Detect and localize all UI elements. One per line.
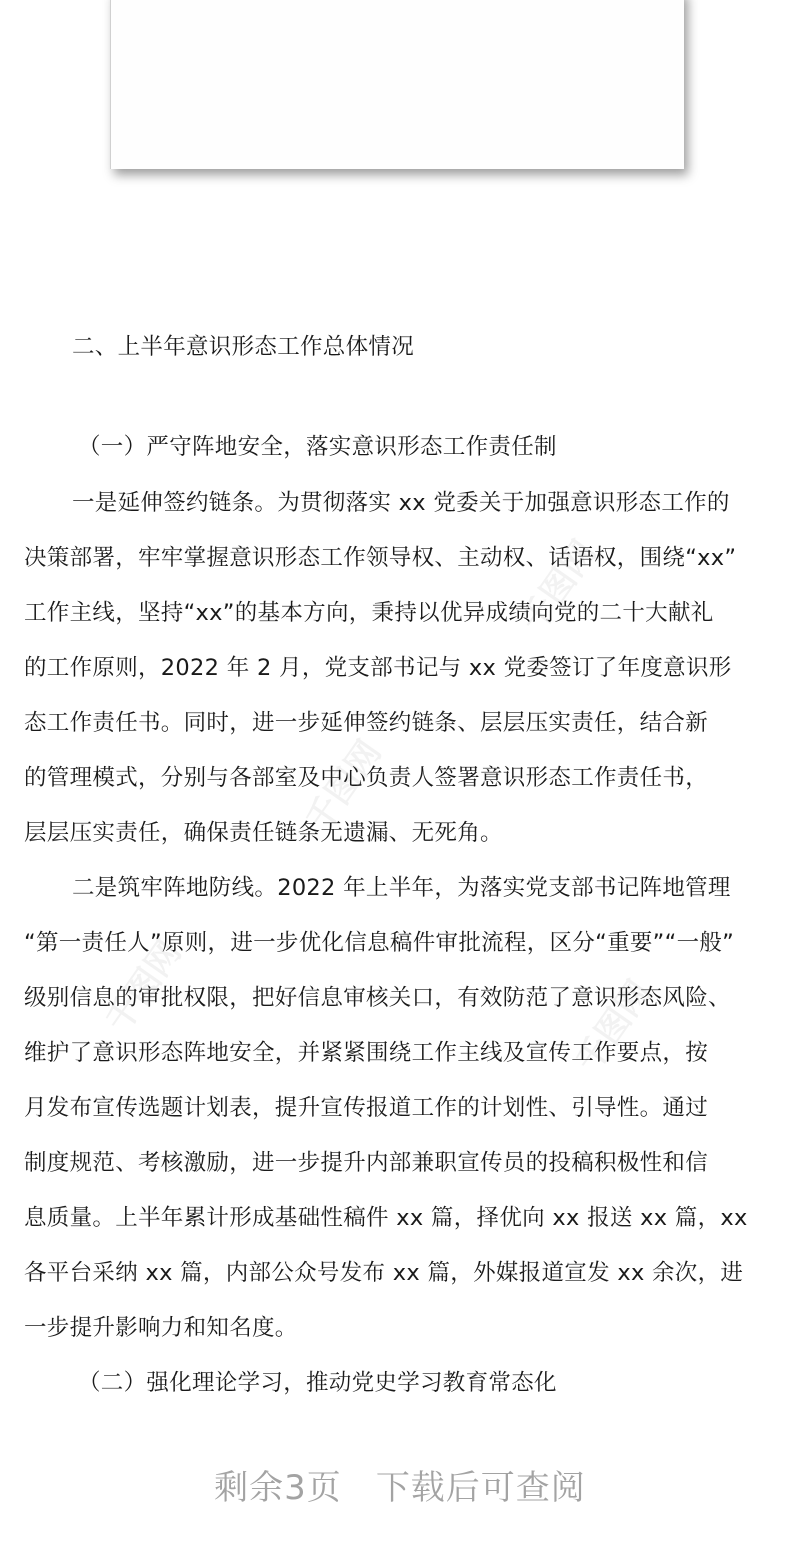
paragraph-line: 级别信息的审批权限，把好信息审核关口，有效防范了意识形态风险、 bbox=[24, 985, 731, 1011]
paragraph-line: 维护了意识形态阵地安全，并紧紧围绕工作主线及宣传工作要点，按 bbox=[24, 1040, 709, 1066]
paragraph-line: 态工作责任书。同时，进一步延伸签约链条、层层压实责任，结合新 bbox=[24, 710, 709, 736]
watermark: 千图网 bbox=[98, 933, 190, 1040]
paragraph-line: 的管理模式，分别与各部室及中心负责人签署意识形态工作责任书， bbox=[24, 765, 709, 791]
paragraph-line: 月发布宣传选题计划表，提升宣传报道工作的计划性、引导性。通过 bbox=[24, 1095, 709, 1121]
watermark: 千图网 bbox=[568, 973, 660, 1080]
paragraph-line: 二是筑牢阵地防线。2022 年上半年，为落实党支部书记阵地管理 bbox=[72, 875, 731, 901]
subsection-heading-2: （二）强化理论学习，推动党史学习教育常态化 bbox=[78, 1370, 557, 1396]
paragraph-line: 一步提升影响力和知名度。 bbox=[24, 1315, 298, 1341]
paragraph-line: 制度规范、考核激励，进一步提升内部兼职宣传员的投稿积极性和信 bbox=[24, 1150, 709, 1176]
paragraph-line: 息质量。上半年累计形成基础性稿件 xx 篇，择优向 xx 报送 xx 篇，xx bbox=[24, 1205, 748, 1231]
paragraph-line: 各平台采纳 xx 篇，内部公众号发布 xx 篇，外媒报道宣发 xx 余次，进 bbox=[24, 1260, 744, 1286]
download-hint-text: 下载后可查阅 bbox=[375, 1468, 586, 1508]
watermark: 千图网 bbox=[298, 733, 390, 840]
paragraph-line: 一是延伸签约链条。为贯彻落实 xx 党委关于加强意识形态工作的 bbox=[72, 490, 730, 516]
subsection-heading-1: （一）严守阵地安全，落实意识形态工作责任制 bbox=[78, 434, 557, 460]
download-to-read-more-link[interactable] bbox=[0, 1460, 800, 1509]
paragraph-line: 的工作原则，2022 年 2 月，党支部书记与 xx 党委签订了年度意识形 bbox=[24, 655, 732, 681]
remaining-pages-text: 剩余3页 bbox=[214, 1468, 342, 1508]
previous-page-preview-card bbox=[110, 0, 684, 169]
paragraph-line: 层层压实责任，确保责任链条无遗漏、无死角。 bbox=[24, 820, 503, 846]
paragraph-line: “第一责任人”原则，进一步优化信息稿件审批流程，区分“重要”“一般” bbox=[24, 930, 735, 956]
section-heading: 二、上半年意识形态工作总体情况 bbox=[72, 334, 415, 360]
paragraph-line: 决策部署，牢牢掌握意识形态工作领导权、主动权、话语权，围绕“xx” bbox=[24, 545, 737, 571]
paragraph-line: 工作主线，坚持“xx”的基本方向，秉持以优异成绩向党的二十大献礼 bbox=[24, 600, 714, 626]
watermark: 千图网 bbox=[513, 533, 605, 640]
